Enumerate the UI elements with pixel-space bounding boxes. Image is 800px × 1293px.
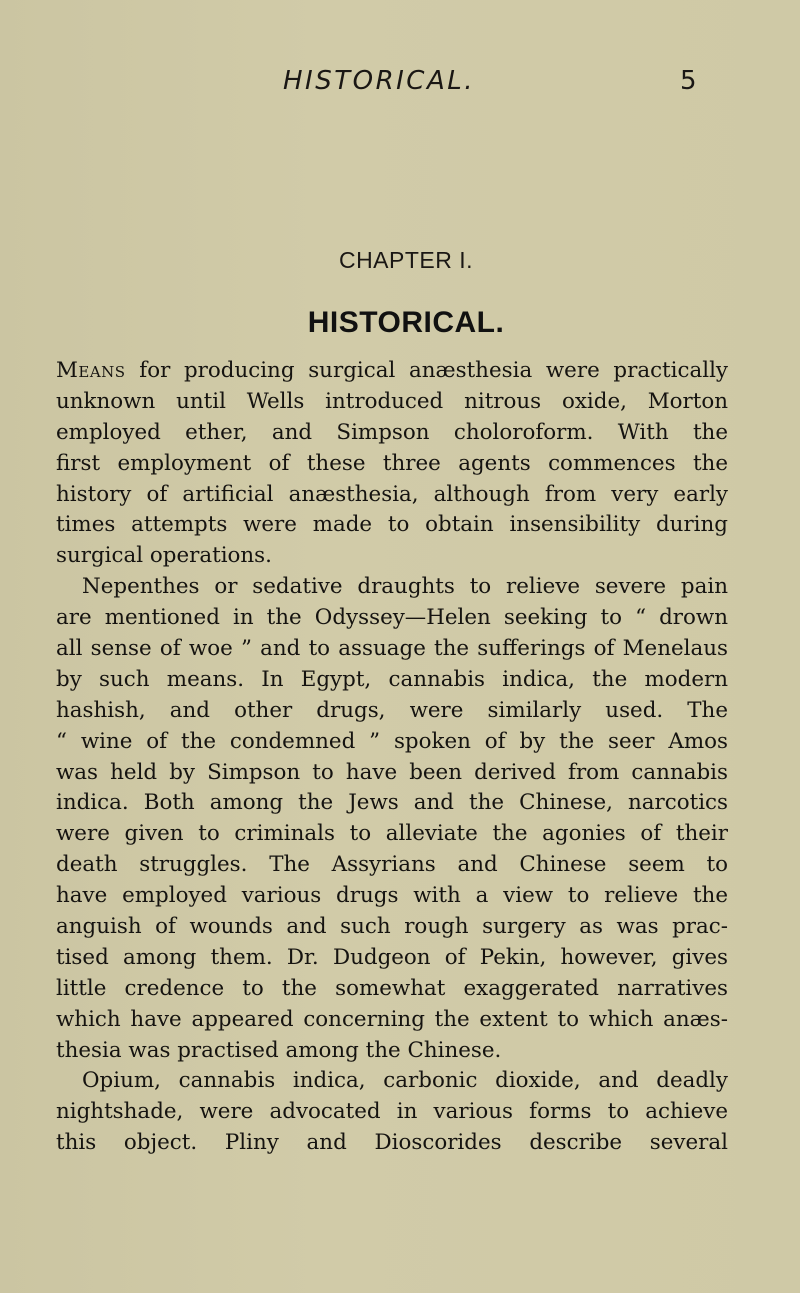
paragraph-2-line-9: were given to criminals to alleviate the agonies of their	[56, 821, 728, 847]
paragraph-2-line-7: was held by Simpson to have been derived from cannabis	[56, 759, 728, 785]
paragraph-2-line-4: by such means. In Egypt, cannabis indica, the modern	[56, 666, 728, 692]
paragraph-1-lead: Means	[56, 358, 126, 383]
paragraph-2-line-10: death struggles. The Assyrians and Chinese seem to	[56, 852, 728, 878]
chapter-label: CHAPTER I.	[338, 247, 474, 273]
paragraph-1-line-3: employed ether, and Simpson choloroform. With the	[56, 419, 728, 445]
paragraph-2-line-16: thesia was practised among the Chinese.	[56, 1037, 502, 1063]
paragraph-2-line-2: are mentioned in the Odyssey—Helen seeking to “ drown	[56, 605, 728, 631]
paragraph-2-line-12: anguish of wounds and such rough surgery as was prac-	[56, 914, 728, 940]
paragraph-3-line-1: Opium, cannabis indica, carbonic dioxide, and deadly	[82, 1068, 728, 1094]
paragraph-2-line-3: all sense of woe ” and to assuage the sufferings of Menelaus	[56, 636, 728, 662]
paragraph-2-line-1: Nepenthes or sedative draughts to relieve severe pain	[82, 574, 728, 600]
paragraph-2-line-8: indica. Both among the Jews and the Chinese, narcotics	[56, 790, 728, 816]
paragraph-1-line-1: Means for producing surgical anæsthesia were practically	[56, 358, 728, 383]
paragraph-2-line-13: tised among them. Dr. Dudgeon of Pekin, however, gives	[56, 944, 728, 970]
body-text	[56, 356, 728, 1159]
paragraph-2-line-5: hashish, and other drugs, were similarly used. The	[56, 697, 728, 723]
running-head	[0, 66, 800, 106]
paragraph-2-line-15: which have appeared concerning the extent to which anæs-	[56, 1006, 728, 1032]
page-number: 5	[680, 66, 697, 96]
running-head-title: HISTORICAL.	[283, 66, 475, 96]
paragraph-2-line-14: little credence to the somewhat exaggerated narratives	[56, 975, 728, 1001]
paragraph-1-line-2: unknown until Wells introduced nitrous oxide, Morton	[56, 388, 728, 414]
chapter-title: HISTORICAL.	[307, 306, 505, 339]
paragraph-1-line-5: history of artificial anæsthesia, although from very early	[56, 481, 728, 507]
paragraph-1-line-6: times attempts were made to obtain insensibility during	[56, 512, 728, 538]
paragraph-3-line-3: this object. Pliny and Dioscorides describe several	[56, 1130, 728, 1156]
paragraph-1-line-7: surgical operations.	[56, 543, 272, 569]
paragraph-2-line-6: “ wine of the condemned ” spoken of by the seer Amos	[56, 728, 728, 754]
paragraph-2-line-11: have employed various drugs with a view to relieve the	[56, 883, 728, 909]
paragraph-1-line-4: first employment of these three agents commences the	[56, 450, 728, 476]
paragraph-3-line-2: nightshade, were advocated in various forms to achieve	[56, 1099, 728, 1125]
